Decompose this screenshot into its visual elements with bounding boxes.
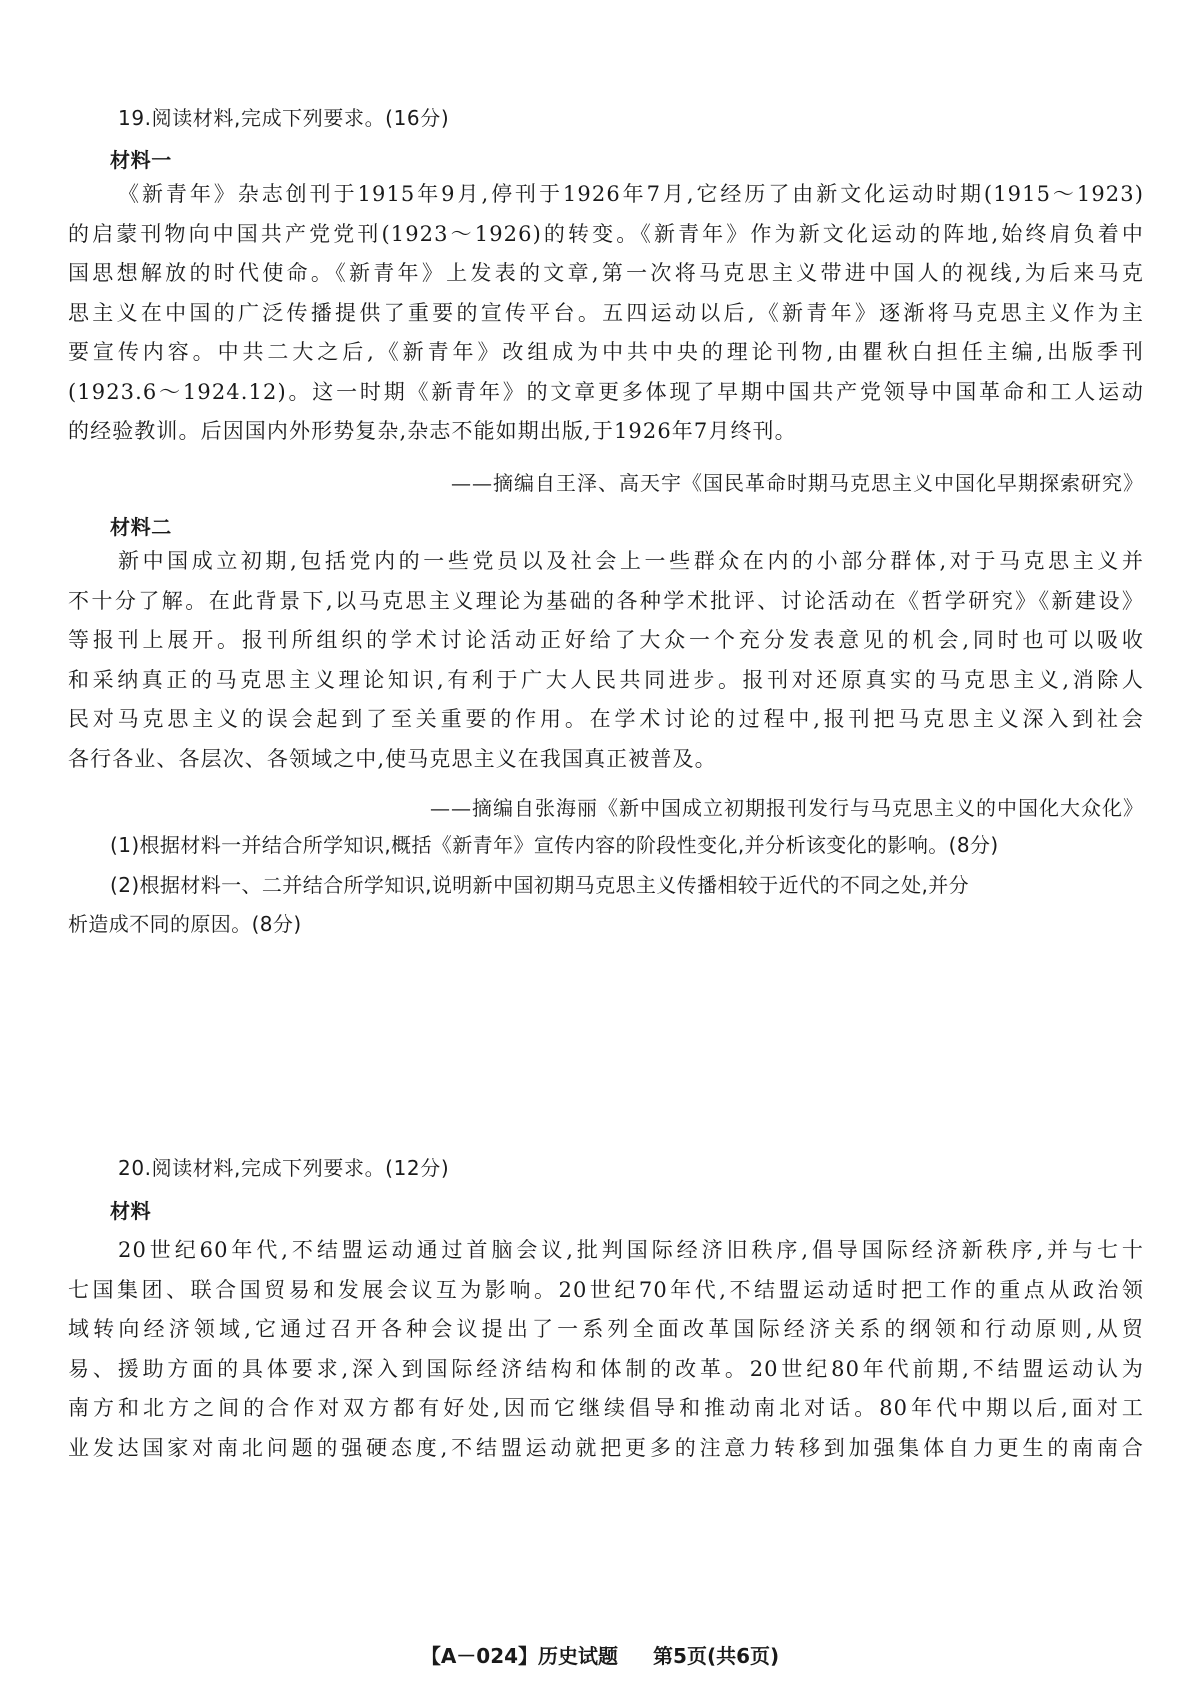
q20-material-text (68, 1231, 1144, 1468)
material-1-line: 《新青年》杂志创刊于1915年9月,停刊于1926年7月,它经历了由新文化运动时期(1915～1923) (118, 182, 1144, 206)
material-1-line: (1923.6～1924.12)。这一时期《新青年》的文章更多体现了早期中国共产党领导中国革命和工人运动 (68, 379, 1144, 404)
material-1-line: 思主义在中国的广泛传播提供了重要的宣传平台。五四运动以后,《新青年》逐渐将马克思主义作为主 (68, 300, 1144, 325)
material-2-heading: 材料二 (110, 515, 172, 539)
material-2-line: 不十分了解。在此背景下,以马克思主义理论为基础的各种学术批评、讨论活动在《哲学研究》《新建设》 (68, 588, 1144, 613)
material-2-line: 等报刊上展开。报刊所组织的学术讨论活动正好给了大众一个充分发表意见的机会,同时也可以吸收 (68, 628, 1144, 652)
material-1-source: ——摘编自王泽、高天宇《国民革命时期马克思主义中国化早期探索研究》 (451, 471, 1144, 495)
material-2-line: 民对马克思主义的误会起到了至关重要的作用。在学术讨论的过程中,报刊把马克思主义深入到社会 (68, 707, 1144, 731)
material-1-line: 的经验教训。后因国内外形势复杂,杂志不能如期出版,于1926年7月终刊。 (68, 419, 797, 443)
q20-material-heading: 材料 (110, 1199, 152, 1223)
material-2-line: 各行各业、各层次、各领域之中,使马克思主义在我国真正被普及。 (68, 746, 717, 771)
page-number: 第5页(共6页) (653, 1644, 780, 1668)
material-2-source: ——摘编自张海丽《新中国成立初期报刊发行与马克思主义的中国化大众化》 (430, 796, 1144, 820)
q20-material-line: 七国集团、联合国贸易和发展会议互为影响。20世纪70年代,不结盟运动适时把工作的重点从政治领 (68, 1277, 1144, 1302)
material-1-line: 国思想解放的时代使命。《新青年》上发表的文章,第一次将马克思主义带进中国人的视线,为后来马克 (68, 261, 1144, 285)
material-1-line: 的启蒙刊物向中国共产党党刊(1923～1926)的转变。《新青年》作为新文化运动的阵地,始终肩负着中 (68, 221, 1144, 246)
material-1-heading: 材料一 (110, 148, 172, 172)
material-1-line: 要宣传内容。中共二大之后,《新青年》改组成为中共中央的理论刊物,由瞿秋白担任主编,出版季刊 (68, 340, 1144, 364)
material-2-line: 新中国成立初期,包括党内的一些党员以及社会上一些群众在内的小部分群体,对于马克思主义并 (118, 549, 1144, 573)
material-2-line: 和采纳真正的马克思主义理论知识,有利于广大人民共同进步。报刊对还原真实的马克思主义,消除人 (68, 667, 1144, 692)
exam-code: 【A－024】历史试题 (420, 1644, 619, 1668)
question-20-title: 20.阅读材料,完成下列要求。(12分) (118, 1156, 450, 1180)
q20-material-line: 20世纪60年代,不结盟运动通过首脑会议,批判国际经济旧秩序,倡导国际经济新秩序,并与七十 (118, 1238, 1144, 1262)
subquestion-2-continued: 析造成不同的原因。(8分) (68, 912, 302, 936)
subquestion-2: (2)根据材料一、二并结合所学知识,说明新中国初期马克思主义传播相较于近代的不同之处,并分 (110, 872, 970, 897)
material-1-text (68, 175, 1144, 452)
q20-material-line: 易、援助方面的具体要求,深入到国际经济结构和体制的改革。20世纪80年代前期,不结盟运动认为 (68, 1356, 1144, 1381)
subquestion-1: (1)根据材料一并结合所学知识,概括《新青年》宣传内容的阶段性变化,并分析该变化的影响。(8分) (110, 833, 999, 857)
q20-material-line: 南方和北方之间的合作对双方都有好处,因而它继续倡导和推动南北对话。80年代中期以后,面对工 (68, 1396, 1144, 1420)
page-footer (0, 1640, 1200, 1669)
q20-material-line: 业发达国家对南北问题的强硬态度,不结盟运动就把更多的注意力转移到加强集体自力更生的南南合 (68, 1435, 1144, 1460)
question-19-title: 19.阅读材料,完成下列要求。(16分) (118, 106, 450, 130)
q20-material-line: 域转向经济领域,它通过召开各种会议提出了一系列全面改革国际经济关系的纲领和行动原则,从贸 (68, 1317, 1144, 1341)
question-19-subquestions (68, 826, 1136, 945)
material-2-text (68, 542, 1144, 779)
